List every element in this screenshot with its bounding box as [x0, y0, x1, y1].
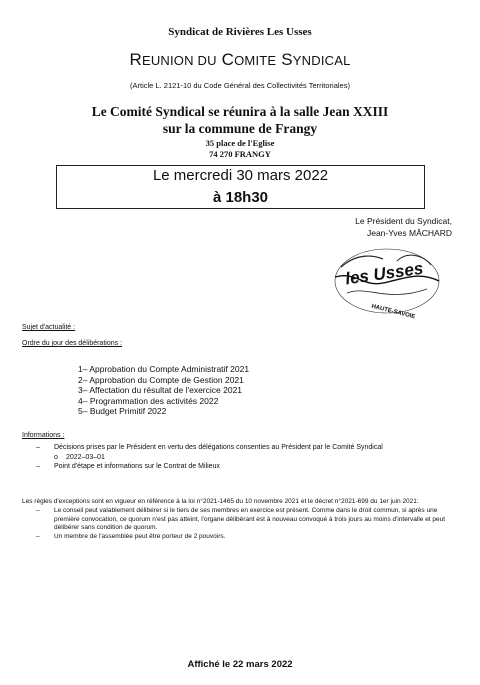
title-s: S	[281, 50, 293, 69]
agenda-item: 1– Approbation du Compte Administratif 2021	[78, 364, 250, 374]
title-eunion: EUNION DU	[141, 53, 217, 68]
page-title	[0, 50, 480, 70]
info-subitem-text: 2022–03–01	[66, 453, 105, 461]
venue-line-2: sur la commune de Frangy	[162, 121, 318, 136]
rule-text: Le conseil peut valablement délibérer si le tiers de ses membres en exercice est présent. Comme dans le droit commun, si après une première convocation, ce quorum n'est pas atteint, l'organe délibérant est à nouveau convoqué à trois jours au moins d'intervalle et peut délibérer sans condition de quorum.	[54, 507, 446, 531]
agenda-list	[78, 364, 249, 417]
signatory-role: Le Président du Syndicat,	[355, 216, 452, 226]
title-omite: OMITE	[234, 53, 277, 68]
agenda-item: 3– Affectation du résultat de l'exercice 2021	[78, 385, 243, 395]
agenda-item: 5– Budget Primitif 2022	[78, 406, 167, 416]
bullet-circle: o	[54, 453, 58, 461]
topical-subject-heading: Sujet d'actualité :	[22, 324, 76, 331]
info-item-text: Décisions prises par le Président en vertu des délégations consenties au Président par le Comité Syndical	[54, 444, 383, 451]
signatory-name: Jean-Yves MÂCHARD	[366, 228, 452, 238]
agenda-item: 4– Programmation des activités 2022	[78, 395, 219, 406]
date-box	[56, 165, 425, 209]
title-yndical: YNDICAL	[292, 53, 351, 68]
list-item	[36, 507, 454, 533]
venue-line-1: Le Comité Syndical se réunira à la salle Jean XXIII	[91, 104, 389, 119]
list-item	[36, 533, 454, 542]
rule-text: Un membre de l'assemblée peut être porteur de 2 pouvoirs.	[54, 532, 226, 540]
bullet-dash: –	[36, 507, 40, 514]
seal-river-line-2	[347, 289, 427, 295]
organisation-name: Syndicat de Rivières Les Usses	[168, 26, 312, 38]
exception-rules-list	[36, 507, 454, 541]
bullet-dash: –	[36, 444, 40, 451]
informations-list	[36, 443, 456, 472]
agenda-heading: Ordre du jour des délibérations :	[22, 340, 122, 347]
list-subitem	[36, 453, 456, 463]
legal-reference: (Article L. 2121-10 du Code Général des Collectivités Territoriales)	[130, 81, 350, 90]
seal-main-text: les Usses	[344, 258, 425, 289]
bullet-dash: –	[36, 463, 40, 470]
meeting-time: à 18h30	[212, 189, 269, 206]
seal-bottom-text: HAUTE-SAVOIE	[370, 303, 416, 321]
list-item	[36, 462, 456, 472]
exception-rules-intro: Les règles d'exceptions sont en vigueur en référence à la loi n°2021-1465 du 10 novembre 2021 et le décret n°2021-699 du 1er juin 2021:	[22, 498, 419, 505]
informations-heading: Informations :	[22, 432, 65, 439]
meeting-day: Le mercredi 30 mars 2022	[152, 167, 329, 184]
venue-city: 74 270 FRANGY	[209, 149, 271, 159]
bullet-dash: –	[36, 532, 40, 540]
venue-street: 35 place de l'Eglise	[205, 138, 275, 148]
info-item-text: Point d'étape et informations sur le Contrat de Milieux	[54, 463, 220, 470]
title-r: R	[129, 50, 142, 69]
official-seal-stamp	[327, 241, 445, 323]
title-c: C	[221, 50, 235, 69]
posting-date: Affiché le 22 mars 2022	[187, 659, 293, 670]
list-item	[36, 443, 456, 453]
agenda-item: 2– Approbation du Compte de Gestion 2021	[78, 374, 244, 385]
